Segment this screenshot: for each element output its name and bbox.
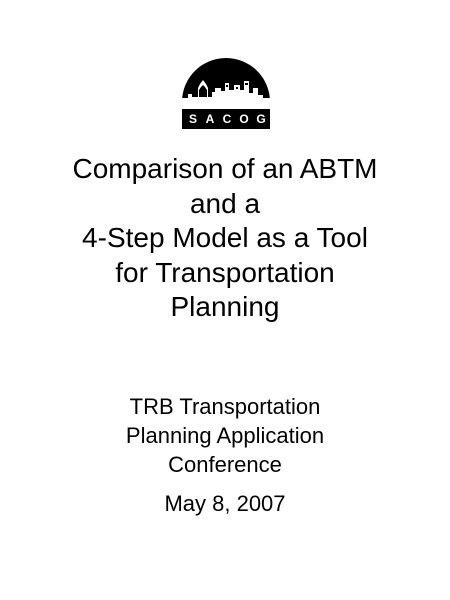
title-line: 4-Step Model as a Tool [82, 222, 368, 253]
title-line: and a [189, 187, 261, 219]
slide-subtitle [20, 392, 430, 479]
slide-title [20, 152, 430, 325]
logo-letter-a: A [205, 112, 215, 126]
title-line: Planning [170, 291, 280, 322]
presentation-date: May 8, 2007 [164, 491, 286, 516]
subtitle-line: Conference [168, 452, 282, 477]
sacog-logo [179, 57, 273, 133]
title-line: Comparison of an ABTM [72, 153, 378, 184]
subtitle-line: Planning Application [125, 423, 325, 448]
logo-letter-c: C [222, 112, 232, 126]
logo-letter-o: O [239, 112, 249, 126]
title-line: for Transportation [115, 256, 335, 288]
subtitle-line: TRB Transportation [129, 394, 321, 419]
logo-letter-s: S [188, 112, 198, 126]
sacog-skyline-icon [179, 57, 273, 133]
logo-letter-g: G [256, 112, 266, 126]
